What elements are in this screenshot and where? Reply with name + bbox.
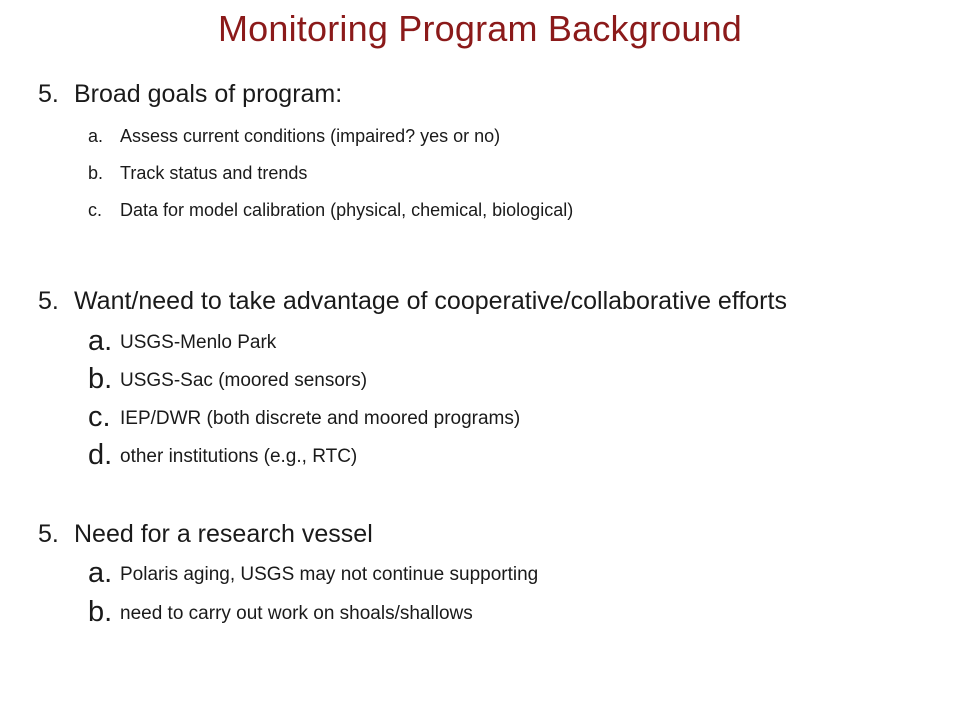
item-letter: d.: [88, 439, 113, 471]
section-heading: [38, 287, 787, 316]
item-letter: b.: [88, 163, 104, 183]
item-text: USGS-Sac (moored sensors): [120, 370, 368, 391]
section-heading-text: Want/need to take advantage of cooperative/collaborative efforts: [74, 287, 787, 315]
list-item: [88, 596, 473, 629]
list-item: [88, 363, 367, 396]
section-heading: [38, 80, 342, 109]
item-text: other institutions (e.g., RTC): [120, 446, 358, 467]
item-letter: c.: [88, 401, 111, 433]
list-item: [88, 163, 307, 184]
list-item: [88, 126, 500, 147]
list-item: [88, 200, 573, 221]
section-number: 5.: [38, 520, 59, 548]
list-item: [88, 325, 276, 358]
section-number: 5.: [38, 287, 59, 315]
item-letter: b.: [88, 596, 113, 628]
section-heading-text: Broad goals of program:: [74, 80, 343, 108]
item-text: IEP/DWR (both discrete and moored programs): [120, 408, 521, 429]
item-letter: b.: [88, 363, 113, 395]
item-text: need to carry out work on shoals/shallows: [120, 603, 473, 624]
list-item: [88, 439, 357, 472]
item-text: Assess current conditions (impaired? yes or no): [120, 126, 501, 146]
slide-title: Monitoring Program Background: [217, 8, 743, 49]
section-heading: [38, 520, 373, 549]
item-text: Track status and trends: [120, 163, 308, 183]
item-letter: a.: [88, 325, 113, 357]
list-item: [88, 557, 538, 590]
section-heading-text: Need for a research vessel: [74, 520, 373, 548]
item-letter: a.: [88, 126, 104, 146]
section-number: 5.: [38, 80, 59, 108]
item-text: Data for model calibration (physical, chemical, biological): [120, 200, 574, 220]
item-text: Polaris aging, USGS may not continue supporting: [120, 564, 539, 585]
list-item: [88, 401, 520, 434]
item-letter: c.: [88, 200, 103, 220]
item-letter: a.: [88, 557, 113, 589]
item-text: USGS-Menlo Park: [120, 332, 277, 353]
